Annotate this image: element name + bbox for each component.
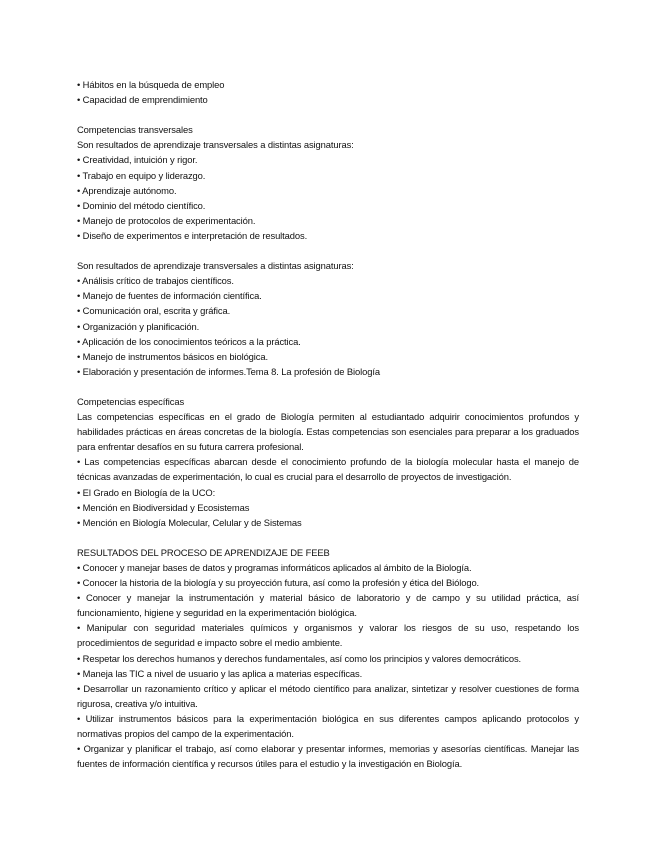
list-item: • Mención en Biodiversidad y Ecosistemas (77, 501, 250, 513)
list-item: • Organizar y planificar el trabajo, así como elaborar y presentar informes, memorias y asesorías científicas. Manejar las fuentes de información científica y recursos útiles para el estudio y la investigación en Biología. (77, 743, 579, 770)
list-item: • Maneja las TIC a nivel de usuario y las aplica a materias específicas. (77, 667, 363, 679)
section-heading-especificas: Competencias específicas (77, 395, 185, 407)
list-item: • Respetar los derechos humanos y derechos fundamentales, así como los principios y valores democráticos. (77, 652, 522, 664)
list-item: • Capacidad de emprendimiento (77, 94, 208, 106)
section-heading-transversales: Competencias transversales (77, 124, 193, 136)
list-item: • Elaboración y presentación de informes.Tema 8. La profesión de Biología (77, 365, 380, 377)
list-item: • Conocer y manejar bases de datos y programas informáticos aplicados al ámbito de la Biología. (77, 562, 472, 573)
list-item: • Conocer la historia de la biología y su proyección futura, así como la profesión y ética del Biólogo. (77, 577, 480, 589)
list-item: • Desarrollar un razonamiento crítico y aplicar el método científico para analizar, sintetizar y resolver cuestiones de forma rigurosa, creativa y/o intuitiva. (77, 682, 579, 709)
list-item: • Análisis crítico de trabajos científicos. (77, 275, 234, 287)
list-item: • Organización y planificación. (77, 320, 200, 332)
list-item: • Diseño de experimentos e interpretación de resultados. (77, 229, 308, 241)
list-item: • Manejo de instrumentos básicos en biológica. (77, 350, 268, 362)
list-item: • Comunicación oral, escrita y gráfica. (77, 305, 231, 317)
spacer (77, 243, 579, 258)
spacer (77, 107, 579, 122)
spacer (77, 379, 579, 394)
list-item: • Creatividad, intuición y rigor. (77, 154, 198, 166)
list-item: • Manejo de protocolos de experimentación. (77, 214, 256, 226)
list-item: • Aprendizaje autónomo. (77, 184, 177, 196)
section-intro: Son resultados de aprendizaje transversales a distintas asignaturas: (77, 260, 354, 272)
list-item: • Manejo de fuentes de información científica. (77, 290, 262, 302)
spacer (77, 530, 579, 545)
section-intro: Son resultados de aprendizaje transversales a distintas asignaturas: (77, 139, 354, 151)
list-item: • Utilizar instrumentos básicos para la experimentación biológica en sus diferentes campos aplicando protocolos y normativas propios del campo de la experimentación. (77, 712, 579, 740)
list-item: • Conocer y manejar la instrumentación y material básico de laboratorio y de campo y su utilidad práctica, así funcionamiento, higiene y seguridad en la experimentación biológica. (77, 592, 579, 619)
list-item: • Hábitos en la búsqueda de empleo (77, 79, 225, 90)
list-item: • El Grado en Biología de la UCO: (77, 486, 216, 498)
paragraph: Las competencias específicas en el grado de Biología permiten al estudiantado adquirir conocimientos profundos y habilidades prácticas en áreas concretas de la biología. Estas competencias son esenciales para preparar a los graduados para enfrentar desafíos en su futura carrera profesional. (77, 411, 579, 453)
list-item: • Manipular con seguridad materiales químicos y organismos y valorar los riesgos de su uso, respetando los procedimientos de seguridad e impacto sobre el medio ambiente. (77, 622, 579, 649)
paragraph: • Las competencias específicas abarcan desde el conocimiento profundo de la biología molecular hasta el manejo de técnicas avanzadas de experimentación, lo cual es crucial para el desarrollo de proyectos de investigación. (77, 456, 579, 483)
list-item: • Dominio del método científico. (77, 199, 206, 211)
list-item: • Aplicación de los conocimientos teóricos a la práctica. (77, 335, 301, 347)
document-content (77, 77, 579, 771)
list-item: • Mención en Biología Molecular, Celular y de Sistemas (77, 516, 302, 528)
section-heading-resultados: RESULTADOS DEL PROCESO DE APRENDIZAJE DE FEEB (77, 546, 330, 558)
list-item: • Trabajo en equipo y liderazgo. (77, 169, 206, 181)
